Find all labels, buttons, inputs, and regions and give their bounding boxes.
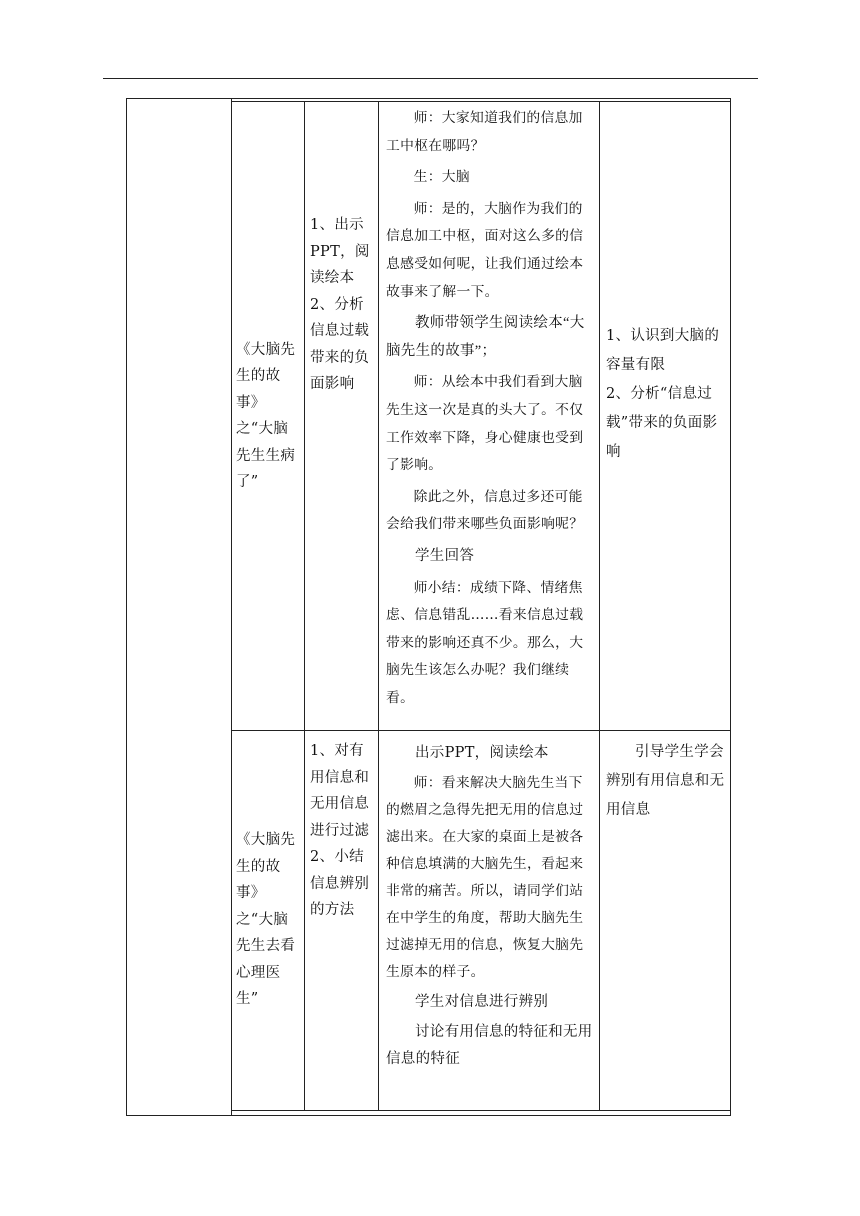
dialogue-line: 除此之外，信息过多还可能会给我们带来哪些负面影响呢？ [386, 488, 584, 533]
table-cell-dialogue [386, 740, 594, 1073]
table-cell-intent [606, 322, 728, 467]
table-cell-intent [606, 738, 728, 825]
table-cell-activity-title [236, 730, 302, 1110]
table-row-divider [231, 730, 731, 731]
dialogue-line: 教师带领学生阅读绘本“大脑先生的故事”； [386, 315, 585, 359]
table-inner-bottom-border [231, 1110, 731, 1116]
table-column-divider [378, 102, 379, 1110]
dialogue-line: 师：大家知道我们的信息加工中枢在哪吗？ [386, 110, 583, 154]
step-item: 2、小结信息辨别的方法 [310, 849, 370, 918]
dialogue-line: 师小结：成绩下降、情绪焦虑、信息错乱……看来信息过载带来的影响还真不少。那么，大脑先生该怎么办呢？我们继续看。 [386, 579, 584, 706]
table-inner-top-border [231, 98, 731, 102]
dialogue-line: 师：看来解决大脑先生当下的燃眉之急得先把无用的信息过滤出来。在大家的桌面上是被各种信息填满的大脑先生，看起来非常的痛苦。所以，请同学们站在中学生的角度，帮助大脑先生过滤掉无用的信息，恢复大脑先生原本的样子。 [386, 775, 584, 980]
dialogue-line: 学生回答 [415, 547, 475, 564]
intent-item: 2、分析“信息过载”带来的负面影响 [606, 386, 718, 460]
dialogue-line: 生：大脑 [413, 169, 470, 186]
table-column-divider [304, 102, 305, 1110]
table-cell-steps [310, 212, 376, 398]
dialogue-line: 学生对信息进行辨别 [415, 994, 549, 1010]
dialogue-line: 讨论有用信息的特征和无用信息的特征 [386, 1024, 593, 1067]
table-column-divider [231, 98, 232, 1116]
intent-item: 1、认识到大脑的容量有限 [606, 328, 720, 373]
intent-item: 引导学生学会辨别有用信息和无用信息 [606, 744, 725, 818]
table-cell-steps [310, 738, 376, 924]
page-header-rule [103, 78, 758, 79]
dialogue-line: 师：从绘本中我们看到大脑先生这一次是真的头大了。不仅工作效率下降，身心健康也受到了影响。 [386, 374, 584, 474]
step-item: 2、分析信息过载带来的负面影响 [310, 296, 370, 392]
table-cell-activity-title [236, 102, 302, 730]
dialogue-line: 师：是的，大脑作为我们的信息加工中枢，面对这么多的信息感受如何呢，让我们通过绘本故事来了解一下。 [386, 200, 584, 300]
activity-title: 《大脑先生的故事》之“大脑先生生病了” [236, 341, 296, 490]
step-item: 1、出示PPT，阅读绘本 [310, 217, 370, 286]
table-cell-dialogue [386, 105, 594, 712]
activity-title: 《大脑先生的故事》之“大脑先生去看心理医生” [236, 832, 296, 1008]
table-top-border [126, 98, 232, 99]
dialogue-line: 出示PPT，阅读绘本 [415, 745, 549, 761]
table-column-divider [599, 102, 600, 1110]
step-item: 1、对有用信息和无用信息进行过滤 [310, 743, 370, 839]
